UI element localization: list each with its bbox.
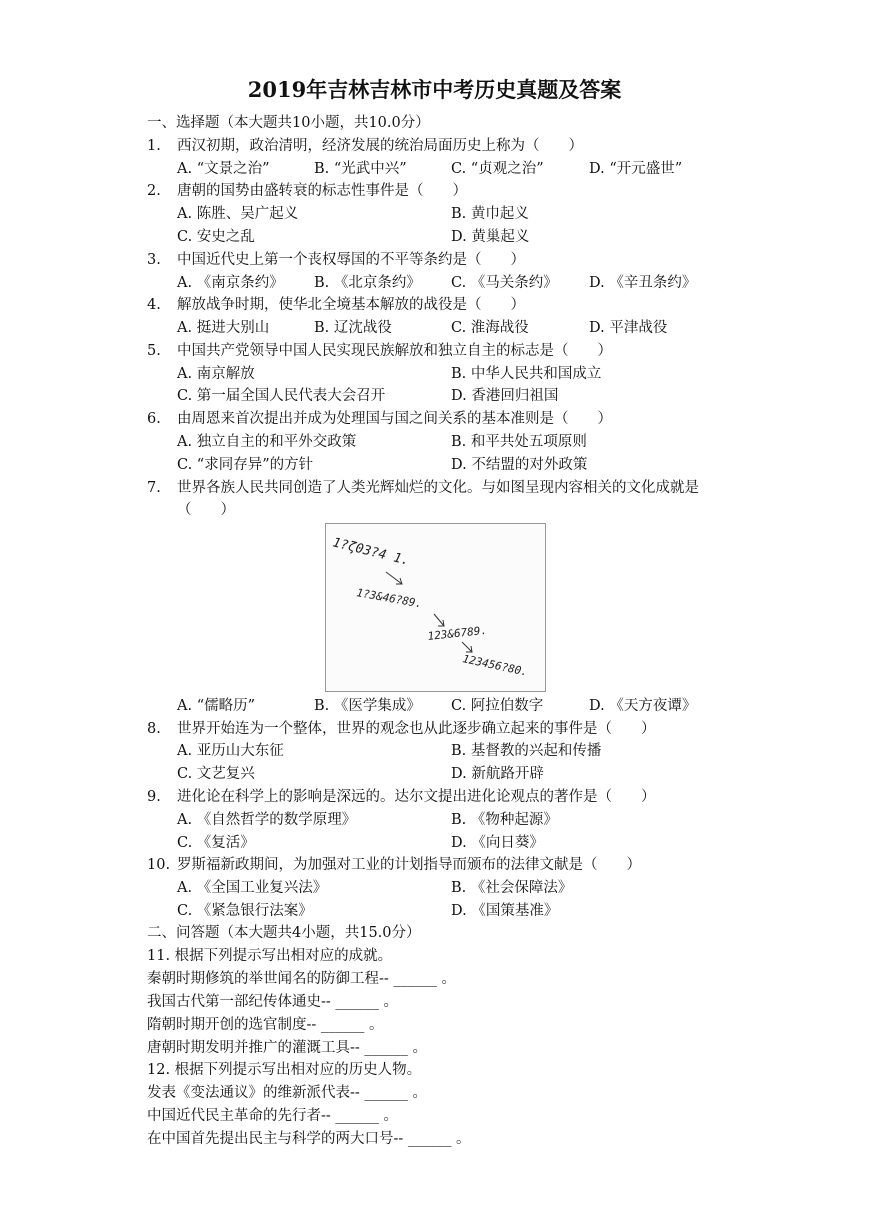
question-number: 6. — [147, 411, 161, 427]
option-c: C. 《紧急银行法案》 — [177, 903, 313, 919]
option-c: C. 安史之乱 — [177, 229, 255, 245]
question-number: 7. — [147, 480, 161, 496]
option-b: B. 《物种起源》 — [451, 812, 558, 828]
question-text: 唐朝的国势由盛转衰的标志性事件是（ ） — [177, 183, 467, 199]
numeral-row: 123456?80. — [461, 652, 529, 679]
option-b: B. 黄巾起义 — [451, 206, 529, 222]
option-c: C. 文艺复兴 — [177, 766, 255, 782]
option-a: A. 亚历山大东征 — [177, 743, 284, 759]
page-title: 2019年吉林吉林市中考历史真题及答案 — [247, 77, 622, 102]
section-heading-qa: 二、问答题（本大题共4小题，共15.0分） — [147, 925, 421, 941]
numeral-row: 1?ζ03?4 1. — [331, 535, 411, 569]
option-a: A. 陈胜、吴广起义 — [177, 206, 299, 222]
option-b: B. 基督教的兴起和传播 — [451, 743, 602, 759]
option-a: A. 《全国工业复兴法》 — [177, 880, 328, 896]
option-c: C. “贞观之治” — [451, 161, 544, 177]
option-d: D. 《向日葵》 — [451, 835, 544, 851]
fill-blank-line: 隋朝时期开创的选官制度-- ______ 。 — [147, 1017, 384, 1033]
option-d: D. 黄巢起义 — [451, 229, 530, 245]
arrow-line — [386, 572, 402, 584]
option-d: D. 《国策基准》 — [451, 903, 559, 919]
numeral-row: 123&6789. — [426, 623, 488, 643]
question-text: 进化论在科学上的影响是深远的。达尔文提出进化论观点的著作是（ ） — [177, 789, 656, 805]
option-d: D. 香港回归祖国 — [451, 388, 559, 404]
option-c: C. 《马关条约》 — [451, 275, 558, 291]
option-d: D. 《天方夜谭》 — [589, 698, 697, 714]
option-c: C. 淮海战役 — [451, 320, 529, 336]
fill-blank-line: 中国近代民主革命的先行者-- ______ 。 — [147, 1108, 399, 1124]
arabic-numerals-figure — [325, 523, 546, 692]
question-number: 10. — [147, 857, 171, 873]
option-c: C. 第一届全国人民代表大会召开 — [177, 388, 386, 404]
option-c: C. 《复活》 — [177, 835, 255, 851]
question-number: 8. — [147, 721, 161, 737]
question-number: 4. — [147, 297, 161, 313]
option-d: D. 《辛丑条约》 — [589, 275, 697, 291]
numeral-row: 1?3&46?89. — [355, 586, 423, 611]
option-d: D. 平津战役 — [589, 320, 668, 336]
option-a: A. 南京解放 — [177, 366, 255, 382]
option-a: A. 《自然哲学的数学原理》 — [177, 812, 357, 828]
question-number: 1. — [147, 138, 161, 154]
option-a: A. “儒略历” — [177, 698, 256, 714]
question-number: 3. — [147, 252, 161, 268]
option-b: B. 辽沈战役 — [314, 320, 392, 336]
option-a: A. “文景之治” — [177, 161, 270, 177]
arrow-line — [434, 614, 444, 626]
option-d: D. 新航路开辟 — [451, 766, 544, 782]
fill-blank-line: 在中国首先提出民主与科学的两大口号-- ______ 。 — [147, 1131, 471, 1147]
question-text: 中国共产党领导中国人民实现民族解放和独立自主的标志是（ ） — [177, 343, 612, 359]
option-b: B. 中华人民共和国成立 — [451, 366, 602, 382]
option-d: D. 不结盟的对外政策 — [451, 457, 588, 473]
question-text: 12. 根据下列提示写出相对应的历史人物。 — [147, 1062, 422, 1078]
option-b: B. 《医学集成》 — [314, 698, 421, 714]
option-b: B. “光武中兴” — [314, 161, 407, 177]
question-number: 9. — [147, 789, 161, 805]
option-b: B. 《北京条约》 — [314, 275, 421, 291]
section-heading-choice: 一、选择题（本大题共10小题，共10.0分） — [147, 115, 430, 131]
numeral-evolution-diagram — [326, 524, 545, 691]
question-text: 世界各族人民共同创造了人类光辉灿烂的文化。与如图呈现内容相关的文化成就是 — [177, 480, 699, 496]
question-text-continued: （ ） — [177, 502, 235, 518]
question-text: 西汉初期，政治清明，经济发展的统治局面历史上称为（ ） — [177, 138, 583, 154]
option-c: C. 阿拉伯数字 — [451, 698, 544, 714]
question-text: 中国近代史上第一个丧权辱国的不平等条约是（ ） — [177, 252, 525, 268]
fill-blank-line: 秦朝时期修筑的举世闻名的防御工程-- ______ 。 — [147, 971, 457, 987]
option-b: B. 《社会保障法》 — [451, 880, 573, 896]
fill-blank-line: 发表《变法通议》的维新派代表-- ______ 。 — [147, 1085, 428, 1101]
question-text: 11. 根据下列提示写出相对应的成就。 — [147, 948, 393, 964]
question-text: 由周恩来首次提出并成为处理国与国之间关系的基本准则是（ ） — [177, 411, 612, 427]
question-number: 2. — [147, 183, 161, 199]
question-text: 罗斯福新政期间，为加强对工业的计划指导而颁布的法律文献是（ ） — [177, 857, 641, 873]
option-c: C. “求同存异”的方针 — [177, 457, 314, 473]
option-d: D. “开元盛世” — [589, 161, 683, 177]
question-number: 5. — [147, 343, 161, 359]
option-a: A. 挺进大别山 — [177, 320, 270, 336]
option-b: B. 和平共处五项原则 — [451, 434, 587, 450]
question-text: 世界开始连为一个整体，世界的观念也从此逐步确立起来的事件是（ ） — [177, 721, 656, 737]
option-a: A. 《南京条约》 — [177, 275, 284, 291]
arrow-line — [462, 642, 472, 652]
question-text: 解放战争时期，使华北全境基本解放的战役是（ ） — [177, 297, 525, 313]
fill-blank-line: 我国古代第一部纪传体通史-- ______ 。 — [147, 994, 399, 1010]
fill-blank-line: 唐朝时期发明并推广的灌溉工具-- ______ 。 — [147, 1040, 428, 1056]
option-a: A. 独立自主的和平外交政策 — [177, 434, 357, 450]
